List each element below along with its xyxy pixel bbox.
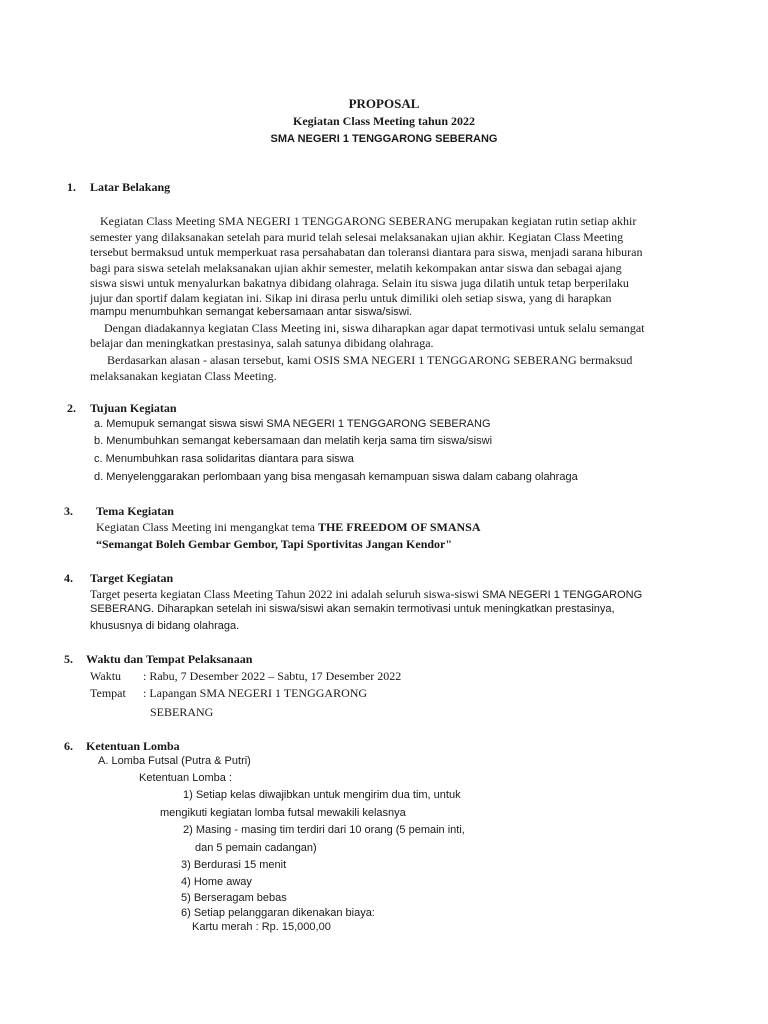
paragraph-line: Dengan diadakannya kegiatan Class Meeting ini, siswa diharapkan agar dapat termotivasi untuk selalu semangat bbox=[104, 321, 645, 335]
section-5-number: 5. bbox=[64, 652, 73, 666]
paragraph-line: melaksanakan kegiatan Class Meeting. bbox=[90, 369, 277, 383]
section-4-heading: Target Kegiatan bbox=[90, 571, 174, 585]
paragraph-line: semester yang dilaksanakan setelah para murid telah selesai melaksanakan ujian akhir. Kegiatan Class Meeting bbox=[90, 230, 624, 244]
document-title: PROPOSAL bbox=[348, 96, 420, 111]
tempat-value: : Lapangan SMA NEGERI 1 TENGGARONG bbox=[143, 686, 368, 700]
paragraph-line: Kegiatan Class Meeting SMA NEGERI 1 TENGGARONG SEBERANG merupakan kegiatan rutin setiap akhir bbox=[100, 214, 637, 228]
paragraph-line: Berdasarkan alasan - alasan tersebut, kami OSIS SMA NEGERI 1 TENGGARONG SEBERANG bermaksud bbox=[107, 353, 633, 367]
section-6-number: 6. bbox=[64, 739, 73, 753]
theme-line bbox=[96, 521, 481, 533]
waktu-label: Waktu bbox=[90, 669, 122, 683]
list-item: d. Menyelenggarakan perlombaan yang bisa mengasah kemampuan siswa dalam cabang olahraga bbox=[94, 471, 578, 483]
rule-item: 5) Berseragam bebas bbox=[181, 892, 287, 904]
theme-prefix: Kegiatan Class Meeting ini mengangkat tema bbox=[96, 520, 318, 534]
section-4-number: 4. bbox=[64, 571, 73, 585]
rule-item: 6) Setiap pelanggaran dikenakan biaya: bbox=[181, 907, 375, 919]
section-5-heading: Waktu dan Tempat Pelaksanaan bbox=[86, 652, 253, 666]
section-3-heading: Tema Kegiatan bbox=[96, 504, 174, 518]
target-line: SEBERANG. Diharapkan setelah ini siswa/siswi akan semakin termotivasi untuk meningkatkan prestasinya, bbox=[90, 603, 615, 615]
theme-title: THE FREEDOM OF SMANSA bbox=[317, 520, 481, 534]
list-item: a. Memupuk semangat siswa siswi SMA NEGERI 1 TENGGARONG SEBERANG bbox=[94, 418, 491, 430]
paragraph-line: mampu menumbuhkan semangat kebersamaan antar siswa/siswi. bbox=[90, 306, 413, 318]
paragraph-line: siswa siswi untuk menyalurkan bakatnya dibidang olahraga. Selain itu siswa juga dilatih untuk tetap berperilaku bbox=[90, 276, 629, 290]
tempat-label: Tempat bbox=[90, 686, 126, 700]
rule-item-continued: Kartu merah : Rp. 15,000,00 bbox=[192, 921, 331, 933]
section-3-number: 3. bbox=[64, 504, 73, 518]
rule-item-continued: dan 5 pemain cadangan) bbox=[195, 842, 317, 854]
section-2-number: 2. bbox=[67, 401, 76, 415]
rule-item: 3) Berdurasi 15 menit bbox=[181, 859, 287, 871]
rule-item: 1) Setiap kelas diwajibkan untuk mengirim dua tim, untuk bbox=[183, 789, 461, 801]
target-line: khususnya di bidang olahraga. bbox=[90, 620, 240, 632]
paragraph-line: jujur dan sportif dalam kegiatan ini. Sikap ini dirasa perlu untuk dimiliki oleh setiap siswa, yang di harapkan bbox=[90, 291, 612, 305]
theme-tagline: “Semangat Boleh Gembar Gembor, Tapi Sportivitas Jangan Kendor" bbox=[96, 537, 453, 551]
list-item: b. Menumbuhkan semangat kebersamaan dan melatih kerja sama tim siswa/siswi bbox=[94, 435, 493, 447]
paragraph-line: tersebut bermaksud untuk memperkuat rasa persahabatan dan toleransi diantara para siswa, menjadi sarana hiburan bbox=[90, 245, 643, 259]
sub-section-a: A. Lomba Futsal (Putra & Putri) bbox=[98, 755, 251, 767]
section-1-heading: Latar Belakang bbox=[90, 180, 171, 194]
paragraph-line: belajar dan meningkatkan prestasinya, salah satunya dibidang olahraga. bbox=[90, 336, 434, 350]
target-text-serif: Target peserta kegiatan Class Meeting Tahun 2022 ini adalah seluruh siswa-siswi bbox=[90, 587, 480, 601]
school-name: SMA NEGERI 1 TENGGARONG SEBERANG bbox=[270, 133, 498, 145]
rule-item: 4) Home away bbox=[181, 876, 252, 888]
tempat-value-continued: SEBERANG bbox=[150, 705, 214, 719]
paragraph-line: bagi para siswa setelah melaksanakan ujian akhir semester, melatih kekompakan antar siswa dan sebagai ajang bbox=[90, 261, 622, 275]
rule-item: 2) Masing - masing tim terdiri dari 10 orang (5 pemain inti, bbox=[183, 824, 465, 836]
document-subtitle: Kegiatan Class Meeting tahun 2022 bbox=[292, 114, 475, 128]
target-line bbox=[90, 588, 642, 601]
target-text-sans: SMA NEGERI 1 TENGGARONG bbox=[479, 589, 643, 601]
rule-item-continued: mengikuti kegiatan lomba futsal mewakili kelasnya bbox=[160, 807, 406, 819]
list-item: c. Menumbuhkan rasa solidaritas diantara para siswa bbox=[94, 453, 354, 465]
ketentuan-label: Ketentuan Lomba : bbox=[139, 772, 232, 784]
waktu-value: : Rabu, 7 Desember 2022 – Sabtu, 17 Desember 2022 bbox=[143, 669, 402, 683]
section-6-heading: Ketentuan Lomba bbox=[86, 739, 180, 753]
section-2-heading: Tujuan Kegiatan bbox=[90, 401, 177, 415]
section-1-number: 1. bbox=[67, 180, 76, 194]
